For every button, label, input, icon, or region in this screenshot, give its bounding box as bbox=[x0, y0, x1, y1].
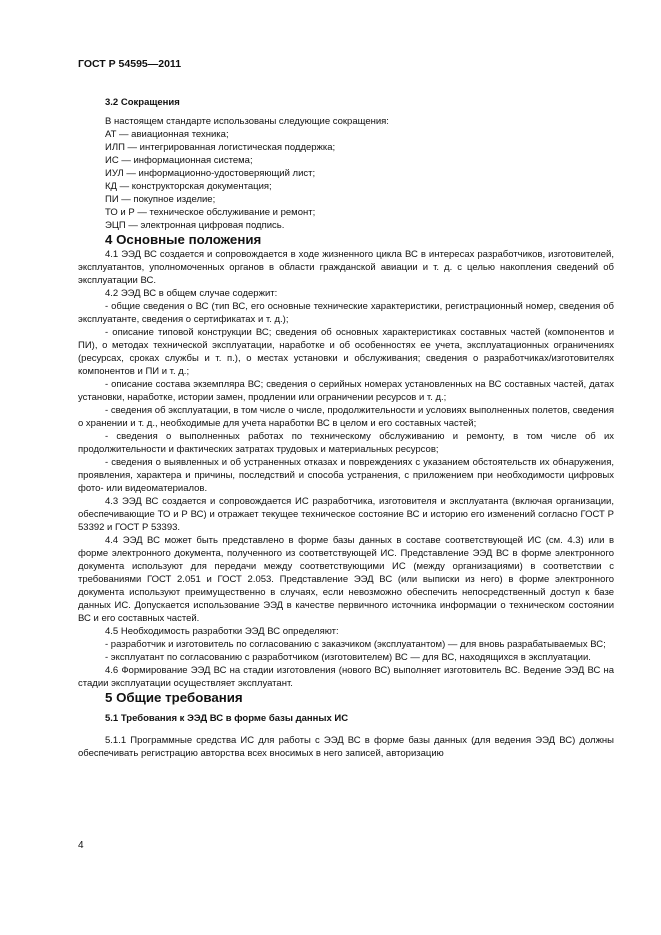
abbreviation-item: КД — конструкторская документация; bbox=[105, 181, 272, 192]
abbreviation-item: ИУЛ — информационно-удостоверяющий лист; bbox=[105, 168, 316, 179]
abbreviations-list bbox=[78, 128, 614, 232]
list-paragraph: - общие сведения о ВС (тип ВС, его основные технические характеристики, регистрационный номер, сведения об эксплуатанте, сведения о сертификатах и т. д.); bbox=[78, 301, 614, 325]
abbreviation-item: ЭЦП — электронная цифровая подпись. bbox=[105, 220, 285, 231]
list-paragraph: - описание состава экземпляра ВС; сведения о серийных номерах установленных на ВС составных частей, датах установки, наработке, истории замен, продлении или ограничении ресурсов и т. д.; bbox=[78, 379, 614, 403]
page-content bbox=[78, 96, 614, 760]
abbreviations-intro: В настоящем стандарте использованы следующие сокращения: bbox=[105, 116, 389, 127]
document-id: ГОСТ Р 54595—2011 bbox=[78, 58, 182, 70]
paragraph: 4.2 ЭЭД ВС в общем случае содержит: bbox=[105, 288, 278, 299]
section-5-heading: 5 Общие требования bbox=[105, 690, 243, 705]
paragraph: 4.5 Необходимость разработки ЭЭД ВС определяют: bbox=[105, 626, 339, 637]
list-paragraph: - сведения о выявленных и об устраненных отказах и повреждениях с указанием обстоятельств их обнаружения, проявления, характера и причины, последствий и способа устранения, с приложением при необходимости цифровых фото- или видеоматериалов. bbox=[78, 457, 614, 494]
section-5-body bbox=[78, 734, 614, 760]
list-paragraph: - сведения о выполненных работах по техническому обслуживанию и ремонту, в том числе об их продолжительности и фактических затратах трудовых и материальных ресурсов; bbox=[78, 431, 614, 455]
list-paragraph: - описание типовой конструкции ВС; сведения об основных характеристиках составных частей (компонентов и ПИ), о методах технической эксплуатации, наработке и об особенностях ее учета, эксплуатационных ограничениях (ресурсах, сроках службы и т. п.), о местах установки и обслуживания; сведения о разработчиках/изготовителях компонентов и ПИ и т. д.; bbox=[78, 327, 614, 377]
paragraph: 4.1 ЭЭД ВС создается и сопровождается в ходе жизненного цикла ВС в интересах разработчиков, изготовителей, эксплуатантов, уполномоченных органов в области гражданской авиации и т. д. с целью накопления сведений об эксплуатации ВС. bbox=[78, 249, 614, 286]
section-4-body bbox=[78, 248, 614, 690]
paragraph: 4.6 Формирование ЭЭД ВС на стадии изготовления (нового ВС) выполняет изготовитель ВС. Ведение ЭЭД ВС на стадии эксплуатации осуществляет эксплуатант. bbox=[78, 665, 614, 689]
section-4-heading: 4 Основные положения bbox=[105, 232, 262, 247]
abbreviation-item: ПИ — покупное изделие; bbox=[105, 194, 216, 205]
list-paragraph: - эксплуатант по согласованию с разработчиком (изготовителем) ВС — для ВС, находящихся в эксплуатации. bbox=[105, 652, 591, 663]
subsection-5-1-title: 5.1 Требования к ЭЭД ВС в форме базы данных ИС bbox=[105, 713, 349, 724]
list-paragraph: - сведения об эксплуатации, в том числе о числе, продолжительности и условиях выполненных полетов, сведения о хранении и т. д., необходимые для учета наработки ВС в целом и его составных частей; bbox=[78, 405, 614, 429]
page-number: 4 bbox=[78, 840, 84, 851]
abbreviation-item: ИЛП — интегрированная логистическая поддержка; bbox=[105, 142, 336, 153]
paragraph: 5.1.1 Программные средства ИС для работы с ЭЭД ВС в форме базы данных (для ведения ЭЭД ВС) должны обеспечивать регистрацию авторства всех вносимых в него записей, авторизацию bbox=[78, 735, 614, 759]
paragraph: 4.4 ЭЭД ВС может быть представлено в форме базы данных в составе соответствующей ИС (см. 4.3) или в форме электронного документа, полученного из соответствующей ИС. Представление ЭЭД ВС в форме электронного документа используют для передачи между соответствующими ИС (между организациями) в соответствии с требованиями ГОСТ 2.051 и ГОСТ 2.053. Представление ЭЭД ВС (или выписки из него) в форме электронного документа используют преимущественно в случаях, если невозможно обеспечить непосредственный доступ к базе данных ИС. Допускается использование ЭЭД в качестве первичного источника информации о техническом состоянии ВС и его составных частей. bbox=[78, 535, 614, 624]
abbreviation-item: ТО и Р — техническое обслуживание и ремонт; bbox=[105, 207, 316, 218]
list-paragraph: - разработчик и изготовитель по согласованию с заказчиком (эксплуатантом) — для вновь разрабатываемых ВС; bbox=[105, 639, 606, 650]
subsection-3-2-title: 3.2 Сокращения bbox=[105, 97, 180, 108]
abbreviation-item: АТ — авиационная техника; bbox=[105, 129, 229, 140]
paragraph: 4.3 ЭЭД ВС создается и сопровождается ИС разработчика, изготовителя и эксплуатанта (включая организации, обеспечивающие ТО и Р ВС) и отражает текущее техническое состояние ВС и историю его изменений согласно ГОСТ Р 53392 и ГОСТ Р 53393. bbox=[78, 496, 614, 533]
abbreviation-item: ИС — информационная система; bbox=[105, 155, 253, 166]
